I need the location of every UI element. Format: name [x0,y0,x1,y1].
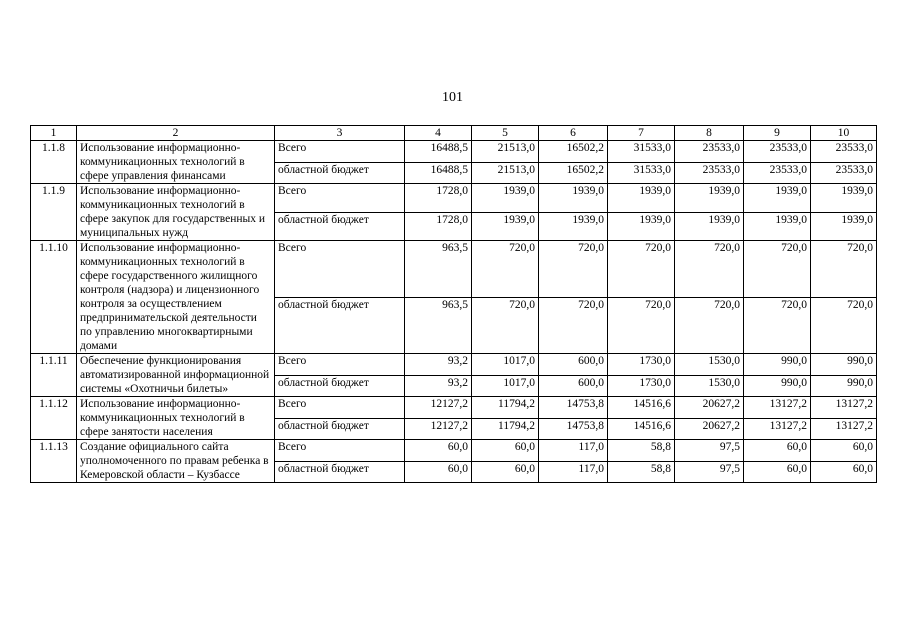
amount-cell: 11794,2 [472,397,539,419]
funding-source: Всего [275,241,405,298]
funding-source: Всего [275,184,405,213]
column-header: 5 [472,126,539,141]
funding-source: областной бюджет [275,461,405,483]
table-row [31,141,877,163]
amount-cell: 12127,2 [405,418,472,440]
amount-cell: 720,0 [744,297,811,354]
amount-cell: 14753,8 [539,418,608,440]
amount-cell: 117,0 [539,461,608,483]
amount-cell: 60,0 [405,440,472,462]
amount-cell: 720,0 [675,241,744,298]
amount-cell: 720,0 [744,241,811,298]
amount-cell: 31533,0 [608,162,675,184]
amount-cell: 1730,0 [608,354,675,376]
column-header: 8 [675,126,744,141]
amount-cell: 1728,0 [405,212,472,241]
amount-cell: 1939,0 [811,212,877,241]
amount-cell: 14516,6 [608,418,675,440]
amount-cell: 117,0 [539,440,608,462]
header-row [31,126,877,141]
amount-cell: 720,0 [539,241,608,298]
amount-cell: 60,0 [405,461,472,483]
row-name: Использование информационно-коммуникационных технологий в сфере государственного жилищного контроля (надзора) и лицензионного контроля за осуществлением предпринимательской деятельности по управлению многоквартирными домами [77,241,275,354]
funding-source: Всего [275,440,405,462]
amount-cell: 16502,2 [539,162,608,184]
amount-cell: 58,8 [608,440,675,462]
funding-source: Всего [275,141,405,163]
amount-cell: 990,0 [811,354,877,376]
amount-cell: 60,0 [472,461,539,483]
table-row [31,354,877,376]
amount-cell: 13127,2 [744,397,811,419]
amount-cell: 720,0 [811,241,877,298]
amount-cell: 21513,0 [472,141,539,163]
amount-cell: 1939,0 [539,212,608,241]
funding-source: областной бюджет [275,212,405,241]
amount-cell: 16488,5 [405,141,472,163]
table-body [31,141,877,483]
amount-cell: 720,0 [472,241,539,298]
amount-cell: 1939,0 [608,212,675,241]
row-code: 1.1.8 [31,141,77,184]
amount-cell: 93,2 [405,354,472,376]
amount-cell: 13127,2 [811,418,877,440]
amount-cell: 1530,0 [675,354,744,376]
amount-cell: 23533,0 [744,162,811,184]
page-number: 101 [442,90,463,105]
row-code: 1.1.12 [31,397,77,440]
amount-cell: 58,8 [608,461,675,483]
table-row [31,397,877,419]
amount-cell: 720,0 [539,297,608,354]
amount-cell: 1939,0 [744,212,811,241]
amount-cell: 16488,5 [405,162,472,184]
amount-cell: 720,0 [472,297,539,354]
amount-cell: 97,5 [675,461,744,483]
row-name: Использование информационно-коммуникационных технологий в сфере занятости населения [77,397,275,440]
column-header: 6 [539,126,608,141]
column-header: 1 [31,126,77,141]
amount-cell: 720,0 [675,297,744,354]
amount-cell: 23533,0 [811,162,877,184]
amount-cell: 1730,0 [608,375,675,397]
row-code: 1.1.11 [31,354,77,397]
amount-cell: 16502,2 [539,141,608,163]
amount-cell: 1939,0 [675,184,744,213]
amount-cell: 1530,0 [675,375,744,397]
amount-cell: 14516,6 [608,397,675,419]
amount-cell: 1728,0 [405,184,472,213]
amount-cell: 1939,0 [472,184,539,213]
amount-cell: 1939,0 [811,184,877,213]
amount-cell: 720,0 [608,297,675,354]
amount-cell: 20627,2 [675,418,744,440]
column-header: 4 [405,126,472,141]
row-name: Использование информационно-коммуникационных технологий в сфере закупок для государственных и муниципальных нужд [77,184,275,241]
amount-cell: 11794,2 [472,418,539,440]
amount-cell: 23533,0 [675,162,744,184]
amount-cell: 1939,0 [608,184,675,213]
amount-cell: 60,0 [744,440,811,462]
amount-cell: 990,0 [811,375,877,397]
funding-source: Всего [275,397,405,419]
budget-table [30,125,877,483]
amount-cell: 20627,2 [675,397,744,419]
column-header: 10 [811,126,877,141]
amount-cell: 93,2 [405,375,472,397]
amount-cell: 13127,2 [811,397,877,419]
funding-source: Всего [275,354,405,376]
amount-cell: 13127,2 [744,418,811,440]
funding-source: областной бюджет [275,297,405,354]
column-header: 7 [608,126,675,141]
amount-cell: 23533,0 [811,141,877,163]
amount-cell: 963,5 [405,297,472,354]
amount-cell: 60,0 [472,440,539,462]
amount-cell: 720,0 [811,297,877,354]
amount-cell: 12127,2 [405,397,472,419]
row-code: 1.1.9 [31,184,77,241]
amount-cell: 990,0 [744,354,811,376]
amount-cell: 963,5 [405,241,472,298]
row-name: Создание официального сайта уполномоченного по правам ребенка в Кемеровской области – Кузбассе [77,440,275,483]
amount-cell: 1017,0 [472,354,539,376]
amount-cell: 60,0 [811,440,877,462]
amount-cell: 21513,0 [472,162,539,184]
amount-cell: 600,0 [539,375,608,397]
amount-cell: 1939,0 [472,212,539,241]
row-name: Обеспечение функционирования автоматизированной информационной системы «Охотничьи билеты» [77,354,275,397]
amount-cell: 1939,0 [539,184,608,213]
row-name: Использование информационно-коммуникационных технологий в сфере управления финансами [77,141,275,184]
amount-cell: 23533,0 [675,141,744,163]
amount-cell: 1939,0 [675,212,744,241]
table-row [31,184,877,213]
row-code: 1.1.13 [31,440,77,483]
amount-cell: 14753,8 [539,397,608,419]
amount-cell: 600,0 [539,354,608,376]
row-code: 1.1.10 [31,241,77,354]
amount-cell: 23533,0 [744,141,811,163]
amount-cell: 990,0 [744,375,811,397]
amount-cell: 97,5 [675,440,744,462]
amount-cell: 1939,0 [744,184,811,213]
funding-source: областной бюджет [275,375,405,397]
amount-cell: 31533,0 [608,141,675,163]
table-row [31,241,877,298]
funding-source: областной бюджет [275,162,405,184]
column-header: 2 [77,126,275,141]
column-header: 9 [744,126,811,141]
funding-source: областной бюджет [275,418,405,440]
column-header: 3 [275,126,405,141]
amount-cell: 60,0 [744,461,811,483]
table-row [31,440,877,462]
amount-cell: 60,0 [811,461,877,483]
amount-cell: 1017,0 [472,375,539,397]
amount-cell: 720,0 [608,241,675,298]
